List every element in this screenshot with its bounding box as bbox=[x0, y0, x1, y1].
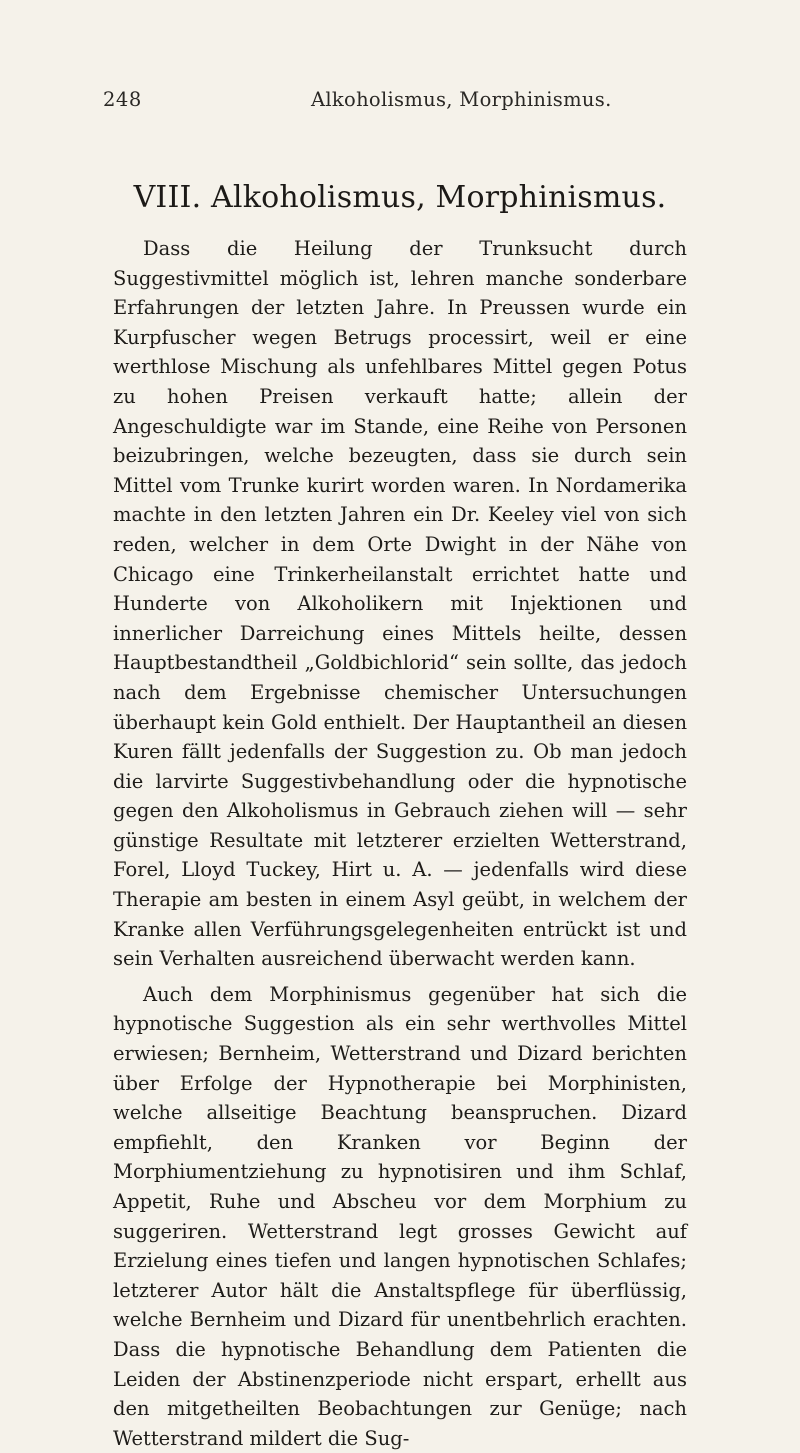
page-number: 248 bbox=[103, 88, 142, 111]
body-text bbox=[113, 234, 687, 1453]
running-title: Alkoholismus, Morphinismus. bbox=[311, 88, 612, 111]
paragraph-morphinismus: Auch dem Morphinismus gegenüber hat sich die hypnotische Suggestion als ein sehr werthvolles Mittel erwiesen; Bernheim, Wetterstrand und Dizard berichten über Erfolge der Hypnotherapie bei Morphinisten, welche allseitige Beachtung beanspruchen. Dizard empfiehlt, den Kranken vor Beginn der Morphiumentziehung zu hypnotisiren und ihm Schlaf, Appetit, Ruhe und Abscheu vor dem Morphium zu suggeriren. Wetterstrand legt grosses Gewicht auf Erzielung eines tiefen und langen hypnotischen Schlafes; letzterer Autor hält die Anstaltspflege für überflüssig, welche Bernheim und Dizard für unentbehrlich erachten. Dass die hypnotische Behandlung dem Patienten die Leiden der Abstinenzperiode nicht erspart, erhellt aus den mitgetheilten Beobachtungen zur Genüge; nach Wetterstrand mildert die Sug- bbox=[113, 982, 687, 1450]
chapter-title: VIII. Alkoholismus, Morphinismus. bbox=[133, 180, 667, 215]
paragraph-alkoholismus: Dass die Heilung der Trunksucht durch Suggestivmittel möglich ist, lehren manche sonderbare Erfahrungen der letzten Jahre. In Preussen wurde ein Kurpfuscher wegen Betrugs processirt, weil er eine werthlose Mischung als unfehlbares Mittel gegen Potus zu hohen Preisen verkauft hatte; allein der Angeschuldigte war im Stande, eine Reihe von Personen beizubringen, welche bezeugten, dass sie durch sein Mittel vom Trunke kurirt worden waren. In Nordamerika machte in den letzten Jahren ein Dr. Keeley viel von sich reden, welcher in dem Orte Dwight in der Nähe von Chicago eine Trinkerheilanstalt errichtet hatte und Hunderte von Alkoholikern mit Injektionen und innerlicher Darreichung eines Mittels heilte, dessen Hauptbestandtheil „Goldbichlorid“ sein sollte, das jedoch nach dem Ergebnisse chemischer Untersuchungen überhaupt kein Gold enthielt. Der Hauptantheil an diesen Kuren fällt jedenfalls der Suggestion zu. Ob man jedoch die larvirte Suggestivbehandlung oder die hypnotische gegen den Alkoholismus in Gebrauch ziehen will — sehr günstige Resultate mit letzterer erzielten Wetterstrand, Forel, Lloyd Tuckey, Hirt u. A. — jedenfalls wird diese Therapie am besten in einem Asyl geübt, in welchem der Kranke allen Verführungsgelegenheiten entrückt ist und sein Verhalten ausreichend überwacht werden kann. bbox=[113, 237, 687, 971]
page-header bbox=[103, 88, 703, 118]
